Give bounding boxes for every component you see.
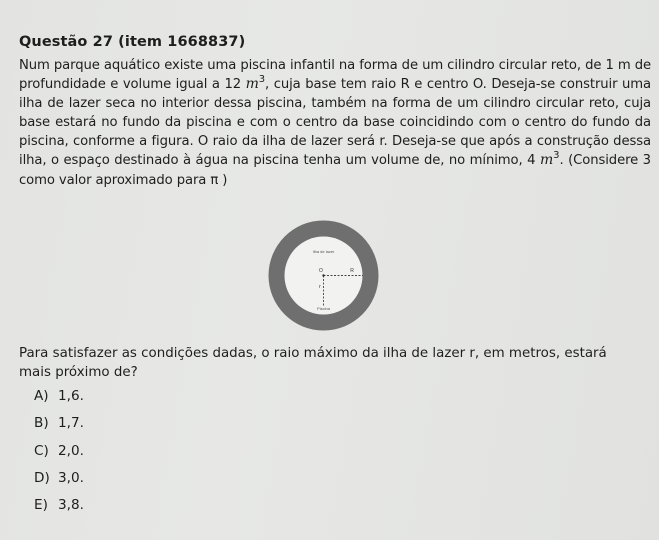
option-text: 3,8. (58, 497, 84, 514)
volume-value: 12 (224, 77, 246, 93)
small-radius-label: r (319, 284, 321, 290)
option-d[interactable] (34, 468, 84, 495)
pool-figure (266, 218, 381, 333)
answer-options (34, 386, 84, 522)
volume-exponent: 3 (258, 74, 266, 86)
statement-part-3: . (Considere 3 como valor aproximado para π ) (19, 153, 651, 188)
option-letter: E) (34, 497, 48, 514)
pool-label: Piscina (317, 306, 330, 311)
option-text: 3,0. (58, 469, 84, 486)
min-volume-unit: m (539, 152, 554, 169)
min-volume-exponent: 3 (553, 150, 560, 162)
question-prompt: Para satisfazer as condições dadas, o raio máximo da ilha de lazer r, em metros, estará mais próximo de? (19, 346, 607, 380)
option-c[interactable] (34, 441, 84, 468)
statement-part-2: , cuja base tem raio R e centro O. Deseja-se construir uma ilha de lazer seca no interior dessa piscina, também na forma de um cilindro circular reto, cuja base estará no fundo da piscina e com o centro da base coincidindo com o centro do fundo da piscina, conforme a figura. O raio da ilha de lazer será r. Deseja-se que após a construção dessa ilha, o espaço destinado à água na piscina tenha um volume de, no mínimo, (19, 77, 651, 169)
option-letter: B) (34, 415, 49, 432)
question-title: Questão 27 (item 1668837) (19, 34, 246, 50)
statement-part-1: Num parque aquático existe uma piscina infantil na forma de um cilindro circular reto, de 1 m de profundidade e volume igual a (19, 58, 651, 93)
option-b[interactable] (34, 413, 84, 440)
option-text: 1,7. (58, 415, 84, 432)
option-e[interactable] (34, 495, 84, 522)
option-letter: D) (34, 469, 50, 486)
big-radius-label: R (350, 268, 354, 274)
option-letter: C) (34, 442, 49, 459)
option-a[interactable] (34, 386, 84, 413)
center-point (322, 274, 324, 276)
volume-unit: m (245, 76, 259, 93)
question-statement (19, 56, 651, 190)
option-text: 2,0. (58, 442, 84, 459)
option-text: 1,6. (58, 388, 84, 404)
option-letter: A) (34, 388, 49, 404)
island-label: Ilha de lazer (312, 249, 335, 254)
min-volume-value: 4 (527, 153, 540, 169)
center-label: O (319, 268, 323, 274)
